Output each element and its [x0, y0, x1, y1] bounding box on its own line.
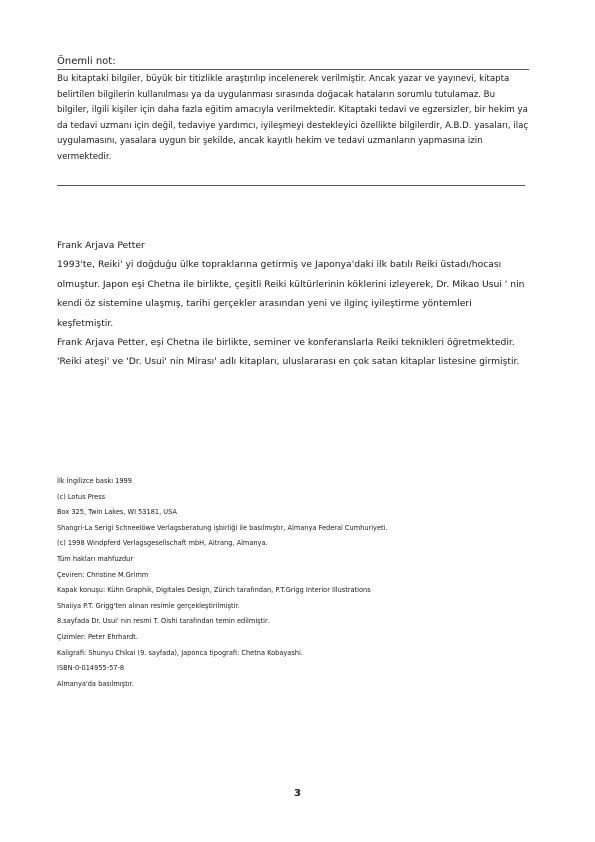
colophon: [57, 474, 529, 692]
author-section: [57, 236, 529, 372]
colophon-line: Çizimler: Peter Ehrhardt.: [57, 632, 138, 641]
notice-bottom-rule: [57, 185, 525, 186]
colophon-line: (c) 1998 Windpferd Verlagsgesellschaft mbH, Aitrang, Almanya.: [57, 539, 268, 548]
notice-title: Önemli not:: [57, 56, 529, 70]
colophon-line: Shangri-La Serigi Schneelöwe Verlagsberatung işbirliği ile basılmıştır, Almanya Federal Cumhuriyeti.: [57, 523, 388, 532]
author-bio-paragraph: 1993'te, Reiki' yi doğduğu ülke topraklarına getirmiş ve Japonya'daki ilk batılı Reiki üstadı/hocası olmuştur. Japon eşi Chetna ile birlikte, çeşitli Reiki kültürlerinin köklerini izleyerek, Dr. Mikao Usui ' nin kendi öz sistemine ulaşmış, tarihi gerçekler arasından yeni ve ilginç iyileştirme yöntemleri keşfetmiştir.: [57, 259, 525, 329]
colophon-line: Almanya'da basılmıştır.: [57, 679, 134, 688]
author-name: Frank Arjava Petter: [57, 240, 145, 251]
colophon-line: Çeviren: Christine M.Grimm: [57, 570, 149, 579]
colophon-line: Shaiiya P.T. Grigg'ten alınan resimle gerçekleştirilmiştir.: [57, 601, 240, 610]
colophon-line: (c) Lotus Press: [57, 492, 106, 501]
author-bio-paragraph: Frank Arjava Petter, eşi Chetna ile birlikte, seminer ve konferanslarla Reiki teknikleri öğretmektedir. 'Reiki ateşi' ve 'Dr. Usui' nin Mirası' adlı kitapları, uluslararası en çok satan kitaplar listesine girmiştir.: [57, 337, 520, 368]
colophon-line: Box 325, Twin Lakes, WI 53181, USA: [57, 508, 177, 517]
colophon-line: Kapak konuşu: Kühn Graphik, Digitales Design, Zürich tarafından, P.T.Grigg Interior Illustrations: [57, 586, 371, 595]
colophon-line: ISBN-0-014955-57-8: [57, 664, 125, 673]
page-number: 3: [294, 788, 301, 799]
colophon-line: 8.sayfada Dr. Usui' nin resmi T. Oishi tarafından temin edilmiştir.: [57, 617, 270, 626]
colophon-line: Kaligrafi: Shunyu Chikai (9. sayfada), Japonca tipografi: Chetna Kobayashi.: [57, 648, 303, 657]
notice-body: Bu kitaptaki bilgiler, büyük bir titizlikle araştırılıp incelenerek verilmiştir. Ancak yazar ve yayınevi, kitapta belirtilen bilgilerin kullanılması ya da uygulanması sırasında doğacak hataların sorumlu tutulamaz. Bu bilgiler, ilgili kişiler için daha fazla eğitim amacıyla verilmektedir. Kitaptaki tedavi ve egzersizler, bir hekim ya da tedavi uzmanı için değil, tedaviye yardımcı, iyileşmeyi destekleyici özellikte bilgilerdir, A.B.D. yasaları, ilaç uygulamasını, yasalara uygun bir şekilde, ancak kayıtlı hekim ve tedavi uzmanların yapmasına izin vermektedir.: [57, 74, 529, 162]
colophon-line: Tüm hakları mahfuzdur: [57, 554, 134, 563]
colophon-line: İlk İngilizce baskı 1999: [57, 477, 132, 485]
